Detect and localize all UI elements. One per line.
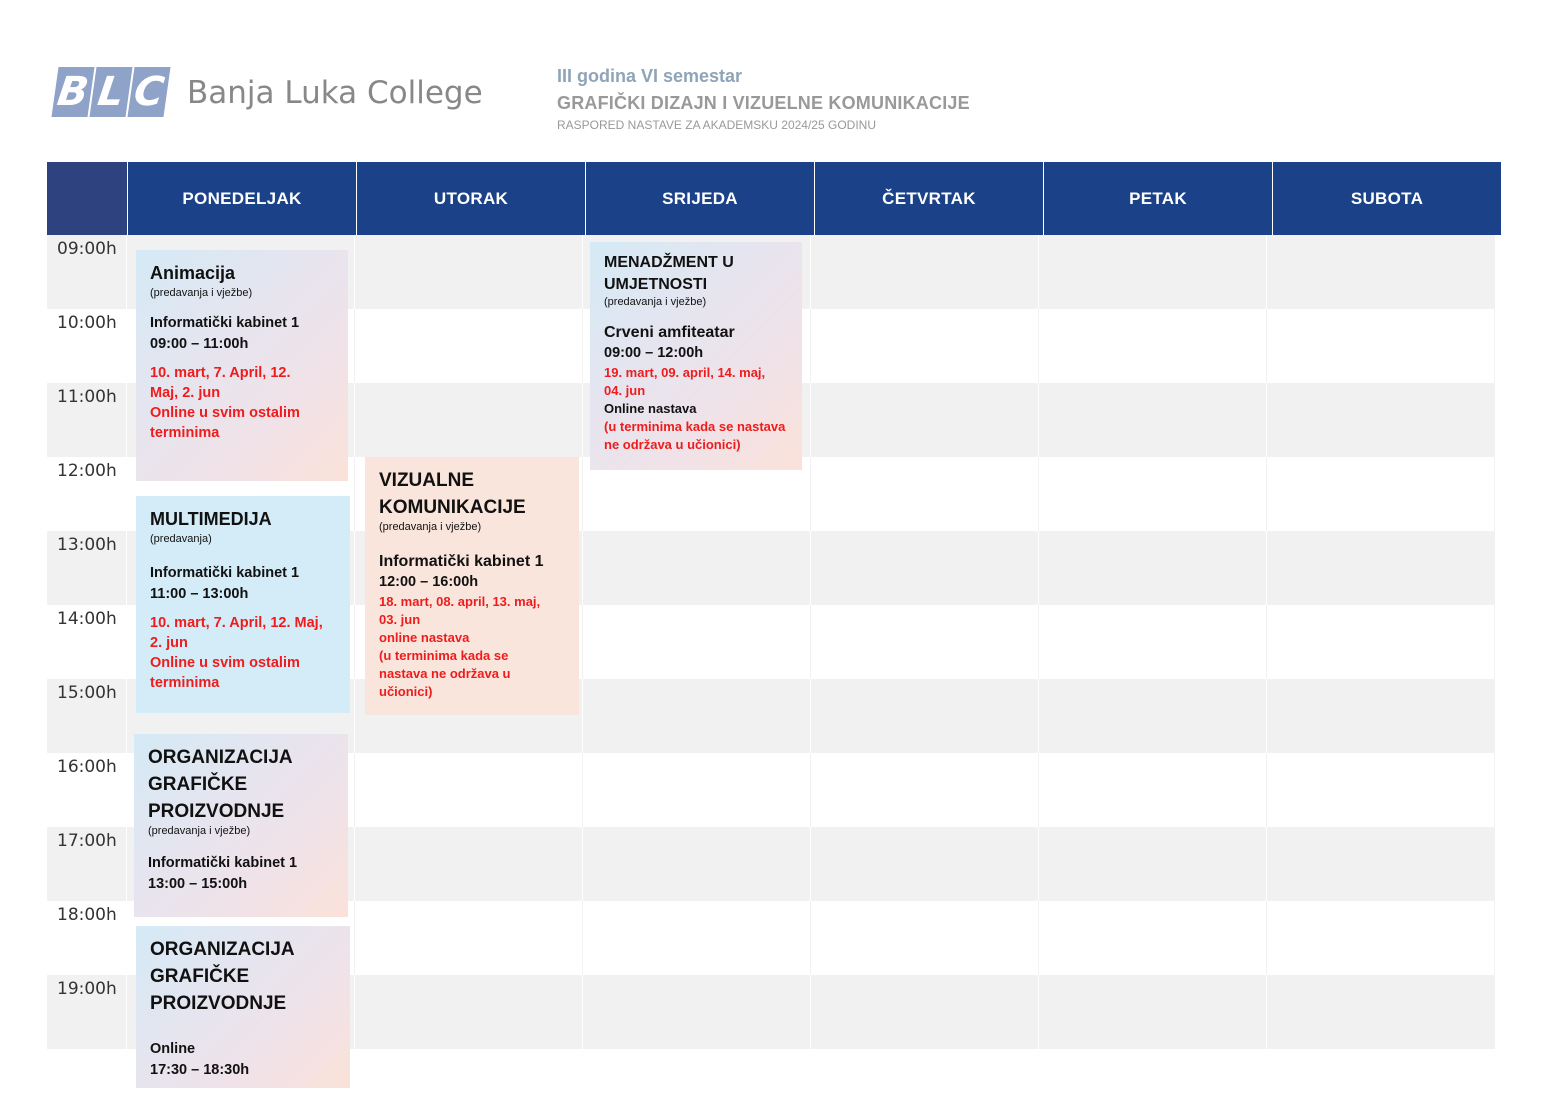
timetable-cell[interactable] bbox=[811, 679, 1039, 753]
timetable-cell[interactable] bbox=[811, 975, 1039, 1049]
timetable-cell[interactable] bbox=[583, 679, 811, 753]
timetable-cell[interactable] bbox=[1039, 901, 1267, 975]
timetable-cell[interactable] bbox=[583, 531, 811, 605]
timetable-cell[interactable] bbox=[1039, 309, 1267, 383]
day-header-thursday: ČETVRTAK bbox=[815, 162, 1044, 235]
semester-label: III godina VI semestar bbox=[557, 66, 743, 86]
timetable-cell[interactable] bbox=[355, 827, 583, 901]
timetable-cell[interactable] bbox=[1267, 235, 1495, 309]
timetable-cell[interactable] bbox=[355, 235, 583, 309]
course-card-vizualne-komunikacije[interactable] bbox=[365, 457, 579, 715]
timetable-cell[interactable] bbox=[583, 901, 811, 975]
timetable-cell[interactable] bbox=[1267, 975, 1495, 1049]
timetable-cell[interactable] bbox=[1267, 383, 1495, 457]
course-note: online nastava bbox=[379, 630, 470, 645]
timetable-cell[interactable] bbox=[583, 975, 811, 1049]
course-card-menadzment-u-umjetnosti[interactable] bbox=[590, 242, 802, 470]
timetable-cell[interactable] bbox=[811, 901, 1039, 975]
program-title: GRAFIČKI DIZAJN I VIZUELNE KOMUNIKACIJE bbox=[557, 93, 970, 113]
course-title: KOMUNIKACIJE bbox=[379, 497, 526, 518]
timetable-cell[interactable] bbox=[811, 531, 1039, 605]
course-note: (u terminima kada se bbox=[379, 648, 509, 663]
course-room: Online bbox=[150, 1041, 196, 1057]
timetable-cell[interactable] bbox=[811, 753, 1039, 827]
college-logo bbox=[55, 67, 483, 119]
course-title: VIZUALNE bbox=[379, 470, 474, 491]
course-dates: Maj, 2. jun bbox=[150, 385, 221, 401]
timetable-cell[interactable] bbox=[1039, 605, 1267, 679]
course-type: (predavanja i vježbe) bbox=[604, 296, 707, 308]
course-title: ORGANIZACIJA bbox=[150, 939, 295, 960]
timetable-cell[interactable] bbox=[1039, 235, 1267, 309]
timetable-cell[interactable] bbox=[1039, 457, 1267, 531]
timetable-cell[interactable] bbox=[355, 383, 583, 457]
timetable-header-row bbox=[47, 162, 1501, 235]
timetable-cell[interactable] bbox=[1039, 531, 1267, 605]
timetable-cell[interactable] bbox=[1267, 309, 1495, 383]
course-note: terminima bbox=[150, 425, 220, 441]
timetable-cell[interactable] bbox=[811, 309, 1039, 383]
day-header-tuesday: UTORAK bbox=[357, 162, 586, 235]
hour-label: 14:00h bbox=[47, 605, 127, 679]
timetable-cell[interactable] bbox=[355, 309, 583, 383]
timetable-cell[interactable] bbox=[1267, 827, 1495, 901]
course-type: (predavanja) bbox=[150, 533, 212, 545]
course-room: Informatički kabinet 1 bbox=[150, 315, 300, 331]
course-online-label: Online nastava bbox=[604, 401, 697, 416]
timetable-cell[interactable] bbox=[811, 235, 1039, 309]
timetable-cell[interactable] bbox=[1039, 753, 1267, 827]
course-room: Informatički kabinet 1 bbox=[150, 565, 300, 581]
course-title: PROIZVODNJE bbox=[148, 801, 285, 822]
hour-label: 11:00h bbox=[47, 383, 127, 457]
course-type: (predavanja i vježbe) bbox=[148, 825, 251, 837]
day-header-saturday: SUBOTA bbox=[1273, 162, 1501, 235]
course-note: Online u svim ostalim bbox=[150, 655, 300, 671]
timetable-cell[interactable] bbox=[811, 827, 1039, 901]
course-title: MENADŽMENT U bbox=[604, 254, 734, 271]
course-room: Informatički kabinet 1 bbox=[379, 553, 544, 570]
timetable-cell[interactable] bbox=[355, 975, 583, 1049]
course-title: MULTIMEDIJA bbox=[150, 509, 272, 529]
timetable-cell[interactable] bbox=[811, 605, 1039, 679]
course-note: Online u svim ostalim bbox=[150, 405, 300, 421]
course-dates: 19. mart, 09. april, 14. maj, bbox=[604, 365, 766, 380]
schedule-subtitle: RASPORED NASTAVE ZA AKADEMSKU 2024/25 GODINU bbox=[557, 118, 876, 132]
course-time: 12:00 – 16:00h bbox=[379, 574, 479, 590]
schedule-header bbox=[557, 66, 970, 132]
hour-label: 09:00h bbox=[47, 235, 127, 309]
hour-label: 18:00h bbox=[47, 901, 127, 975]
course-dates: 10. mart, 7. April, 12. bbox=[150, 365, 291, 381]
timetable-cell[interactable] bbox=[1267, 753, 1495, 827]
hour-label: 16:00h bbox=[47, 753, 127, 827]
course-note: (u terminima kada se nastava bbox=[604, 419, 786, 434]
timetable-cell[interactable] bbox=[811, 383, 1039, 457]
course-type: (predavanja i vježbe) bbox=[379, 521, 482, 533]
timetable-cell[interactable] bbox=[1267, 901, 1495, 975]
course-time: 13:00 – 15:00h bbox=[148, 876, 248, 892]
hour-label: 10:00h bbox=[47, 309, 127, 383]
timetable-cell[interactable] bbox=[1039, 383, 1267, 457]
course-card-organizacija-online[interactable] bbox=[136, 926, 350, 1088]
day-header-friday: PETAK bbox=[1044, 162, 1273, 235]
course-time: 11:00 – 13:00h bbox=[150, 586, 249, 602]
timetable-cell[interactable] bbox=[583, 605, 811, 679]
timetable-cell[interactable] bbox=[1267, 605, 1495, 679]
timetable-cell[interactable] bbox=[355, 901, 583, 975]
logo-letter: L bbox=[89, 67, 132, 117]
course-room: Crveni amfiteatar bbox=[604, 324, 735, 341]
course-title: GRAFIČKE bbox=[148, 774, 248, 795]
course-dates: 03. jun bbox=[379, 612, 421, 627]
course-dates: 2. jun bbox=[150, 635, 188, 651]
course-time: 09:00 – 12:00h bbox=[604, 345, 704, 361]
course-dates: 10. mart, 7. April, 12. Maj, bbox=[150, 615, 323, 631]
timetable-cell[interactable] bbox=[1267, 457, 1495, 531]
course-title: GRAFIČKE bbox=[150, 966, 250, 987]
college-name: Banja Luka College bbox=[187, 75, 483, 111]
timetable-cell[interactable] bbox=[355, 753, 583, 827]
logo-letter: C bbox=[127, 67, 170, 117]
course-title: ORGANIZACIJA bbox=[148, 747, 293, 768]
hour-label: 13:00h bbox=[47, 531, 127, 605]
timetable-cell[interactable] bbox=[1267, 531, 1495, 605]
hour-label: 15:00h bbox=[47, 679, 127, 753]
course-type: (predavanja i vježbe) bbox=[150, 287, 253, 299]
hour-label: 17:00h bbox=[47, 827, 127, 901]
logo-letter: B bbox=[51, 67, 94, 117]
timetable-cell[interactable] bbox=[811, 457, 1039, 531]
timetable-cell[interactable] bbox=[1039, 975, 1267, 1049]
course-title: Animacija bbox=[150, 263, 236, 283]
timetable-cell[interactable] bbox=[1039, 827, 1267, 901]
course-dates: 04. jun bbox=[604, 383, 646, 398]
course-room: Informatički kabinet 1 bbox=[148, 855, 298, 871]
course-card-animacija[interactable] bbox=[136, 250, 348, 481]
course-card-organizacija-grafi-proizvodnje[interactable] bbox=[134, 734, 348, 917]
course-title: PROIZVODNJE bbox=[150, 993, 287, 1014]
hour-label: 12:00h bbox=[47, 457, 127, 531]
day-header-wednesday: SRIJEDA bbox=[586, 162, 815, 235]
course-note: ne održava u učionici) bbox=[604, 437, 741, 452]
timetable-cell[interactable] bbox=[1039, 679, 1267, 753]
course-note: nastava ne održava u bbox=[379, 666, 511, 681]
course-note: učionici) bbox=[379, 684, 433, 699]
day-header-monday: PONEDELJAK bbox=[128, 162, 357, 235]
course-dates: 18. mart, 08. april, 13. maj, bbox=[379, 594, 541, 609]
timetable-cell[interactable] bbox=[1267, 679, 1495, 753]
course-note: terminima bbox=[150, 675, 220, 691]
course-time: 17:30 – 18:30h bbox=[150, 1062, 250, 1078]
course-card-multimedija[interactable] bbox=[136, 496, 350, 713]
timetable-cell[interactable] bbox=[583, 827, 811, 901]
header-corner bbox=[47, 162, 128, 235]
logo-mark bbox=[55, 67, 169, 119]
course-time: 09:00 – 11:00h bbox=[150, 336, 249, 352]
course-title: UMJETNOSTI bbox=[604, 276, 708, 293]
timetable-cell[interactable] bbox=[583, 753, 811, 827]
hour-label: 19:00h bbox=[47, 975, 127, 1049]
